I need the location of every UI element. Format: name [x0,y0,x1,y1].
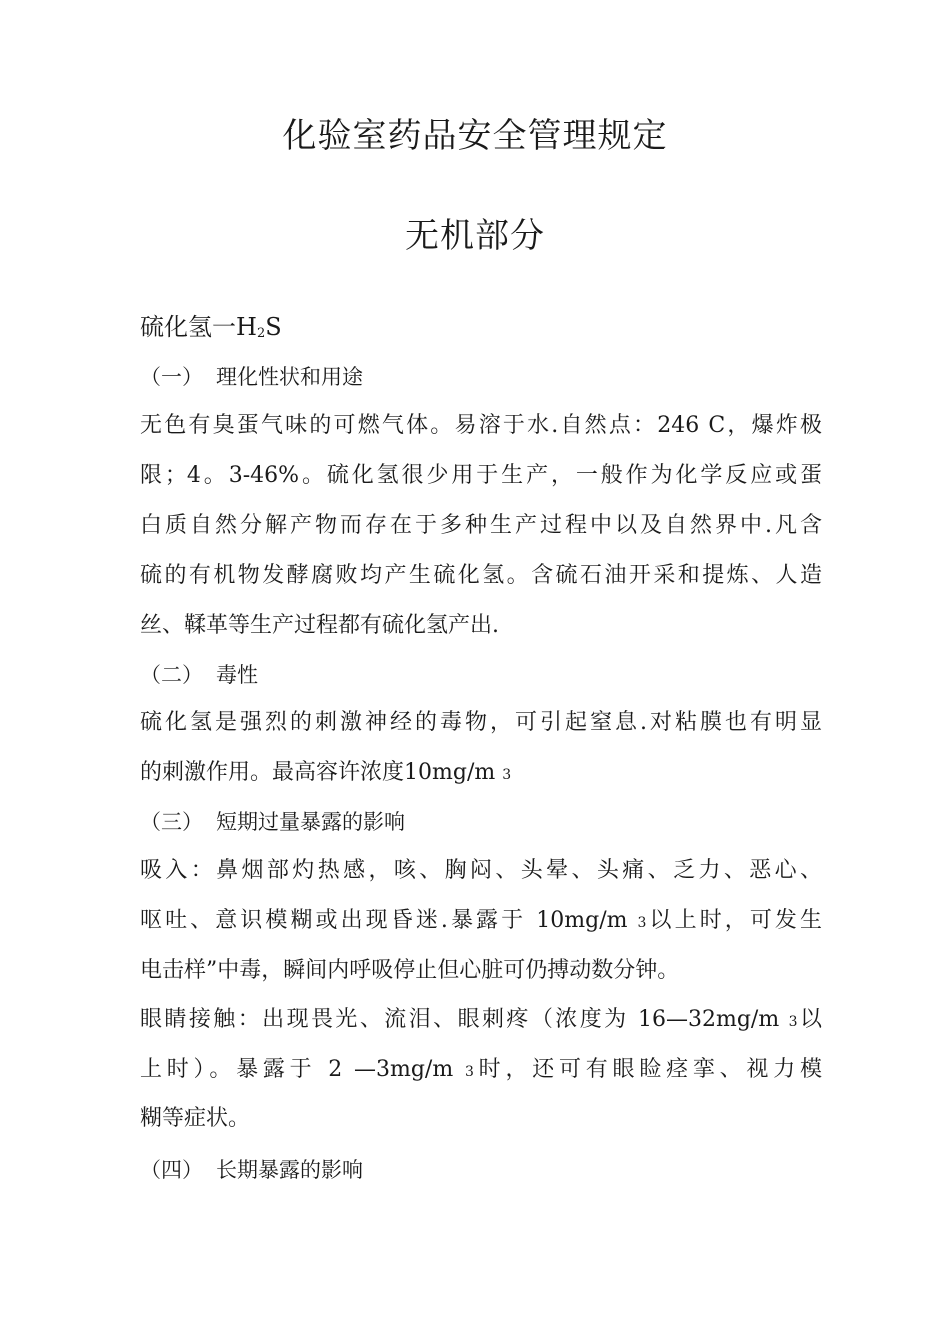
line-text: 上时）。暴露于 2 —3mg/m [140,1057,454,1082]
subheading-number: （一） [140,365,203,389]
paragraph-line: 硫的有机物发酵腐败均产生硫化氢。含硫石油开采和提炼、人造 [140,563,822,588]
paragraph-line [140,758,822,790]
paragraph-line: 丝、鞣革等生产过程都有硫化氢产出. [140,613,499,638]
line-text: 以上时，可发生 [646,908,822,933]
paragraph-line: 限；4。3-46%。硫化氢很少用于生产，一般作为化学反应或蛋 [140,463,822,488]
paragraph-line: 白质自然分解产物而存在于多种生产过程中以及自然界中.凡含 [140,513,822,538]
paragraph-line: 电击样”中毒，瞬间内呼吸停止但心脏可仍搏动数分钟。 [140,958,680,983]
subheading-4 [140,1155,822,1185]
line-text: 眼睛接触：出现畏光、流泪、眼刺疼（浓度为 16—32mg/m [140,1007,780,1032]
paragraph-line: 硫化氢是强烈的刺激神经的毒物，可引起窒息.对粘膜也有明显 [140,710,822,735]
paragraph-line: 糊等症状。 [140,1106,251,1131]
subheading-number: （四） [140,1158,203,1182]
section-name: 硫化氢一H [140,313,257,341]
subheading-label: 毒性 [216,663,258,687]
subheading-label: 理化性状和用途 [216,365,363,389]
paragraph-line [140,1055,822,1087]
subheading-number: （三） [140,810,203,834]
unit-exponent: 3 [637,915,647,931]
line-text: 时，还可有眼睑痉挛、视力模 [473,1057,822,1082]
document-title: 化验室药品安全管理规定 [282,116,668,156]
document-subtitle: 无机部分 [405,216,545,256]
paragraph-line: 无色有臭蛋气味的可燃气体。易溶于水.自然点：246 C，爆炸极 [140,413,822,438]
line-text: 以 [797,1007,822,1032]
paragraph-line: 吸入：鼻烟部灼热感，咳、胸闷、头晕、头痛、乏力、恶心、 [140,858,822,883]
paragraph-line [140,1005,822,1037]
subheading-2 [140,660,822,690]
subheading-label: 长期暴露的影响 [216,1158,363,1182]
unit-exponent: 3 [788,1014,798,1030]
subheading-3 [140,807,822,837]
paragraph-line [140,906,822,938]
subheading-number: （二） [140,663,203,687]
section-heading [140,312,822,349]
line-text: 呕吐、意识模糊或出现昏迷.暴露于 10mg/m [140,908,628,933]
line-text: 的刺激作用。最高容许浓度10mg/m [140,760,496,785]
section-formula-subscript: 2 [256,326,266,341]
subheading-label: 短期过量暴露的影响 [216,810,405,834]
subheading-1 [140,362,822,392]
unit-exponent: 3 [464,1064,474,1080]
unit-exponent: 3 [502,767,512,783]
section-formula-tail: S [265,313,282,341]
